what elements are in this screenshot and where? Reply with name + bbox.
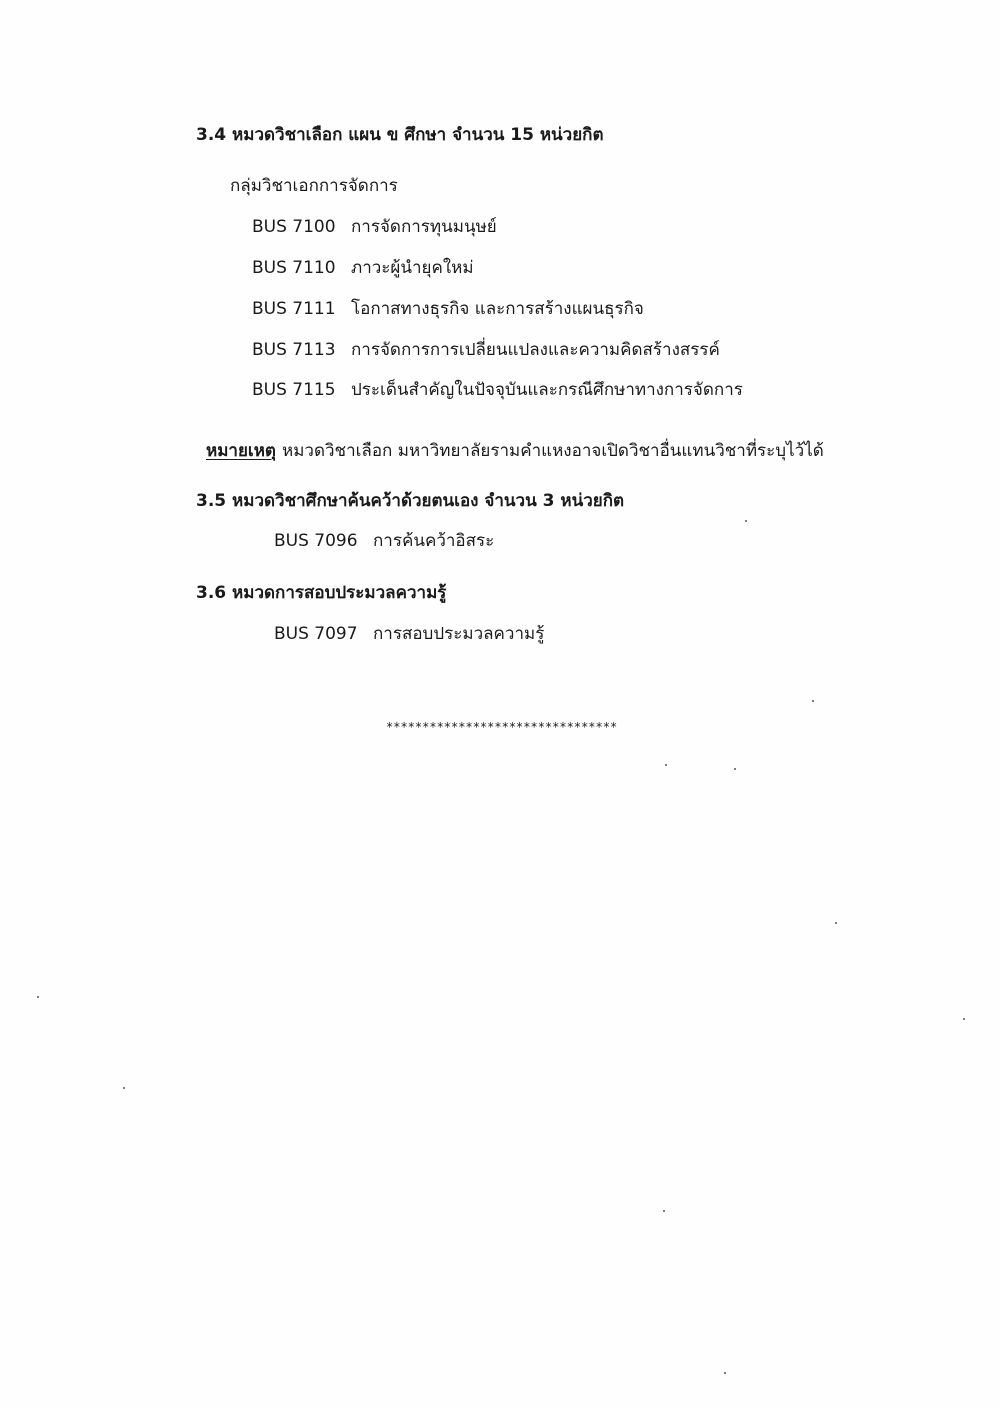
section-3-6-heading: 3.6 หมวดการสอบประมวลความรู้ (196, 583, 447, 603)
scan-speck (663, 1210, 665, 1212)
scan-speck (665, 764, 667, 766)
course-code: BUS 7111 (252, 299, 336, 319)
course-row (274, 623, 544, 645)
course-row (252, 257, 474, 279)
course-title: ประเด็นสำคัญในปัจจุบันและกรณีศึกษาทางการจัดการ (350, 380, 743, 400)
course-code: BUS 7113 (252, 340, 336, 360)
course-row (252, 379, 743, 401)
scan-speck (123, 1087, 125, 1089)
note-label: หมายเหตุ (206, 441, 276, 461)
group-title: กลุ่มวิชาเอกการจัดการ (230, 176, 398, 196)
course-row (252, 298, 644, 320)
course-title: การค้นคว้าอิสระ (372, 531, 495, 551)
course-row (274, 530, 494, 552)
course-code: BUS 7110 (252, 258, 336, 278)
scan-speck (812, 700, 814, 702)
end-separator: ******************************** (386, 720, 618, 734)
scan-speck (963, 1018, 965, 1020)
scan-speck (835, 922, 837, 924)
section-3-5-heading: 3.5 หมวดวิชาศึกษาค้นคว้าด้วยตนเอง จำนวน 3 หน่วยกิต (196, 491, 625, 511)
course-title: โอกาสทางธุรกิจ และการสร้างแผนธุรกิจ (350, 299, 644, 319)
note-text: หมวดวิชาเลือก มหาวิทยาลัยรามคำแหงอาจเปิดวิชาอื่นแทนวิชาที่ระบุไว้ได้ (281, 441, 824, 461)
course-row (252, 339, 720, 361)
course-code: BUS 7115 (252, 380, 336, 400)
scan-speck (37, 996, 39, 998)
scan-speck (724, 1372, 726, 1374)
course-title: ภาวะผู้นำยุคใหม่ (350, 258, 474, 278)
course-row (252, 216, 497, 238)
course-title: การสอบประมวลความรู้ (372, 624, 545, 644)
course-title: การจัดการการเปลี่ยนแปลงและความคิดสร้างสรรค์ (350, 340, 720, 360)
course-code: BUS 7100 (252, 217, 336, 237)
course-code: BUS 7096 (274, 531, 358, 551)
course-code: BUS 7097 (274, 624, 358, 644)
scan-speck (745, 520, 747, 522)
scan-speck (734, 768, 736, 770)
section-3-4-heading: 3.4 หมวดวิชาเลือก แผน ข ศึกษา จำนวน 15 หน่วยกิต (196, 125, 604, 145)
note-line (206, 440, 824, 462)
course-title: การจัดการทุนมนุษย์ (350, 217, 497, 237)
